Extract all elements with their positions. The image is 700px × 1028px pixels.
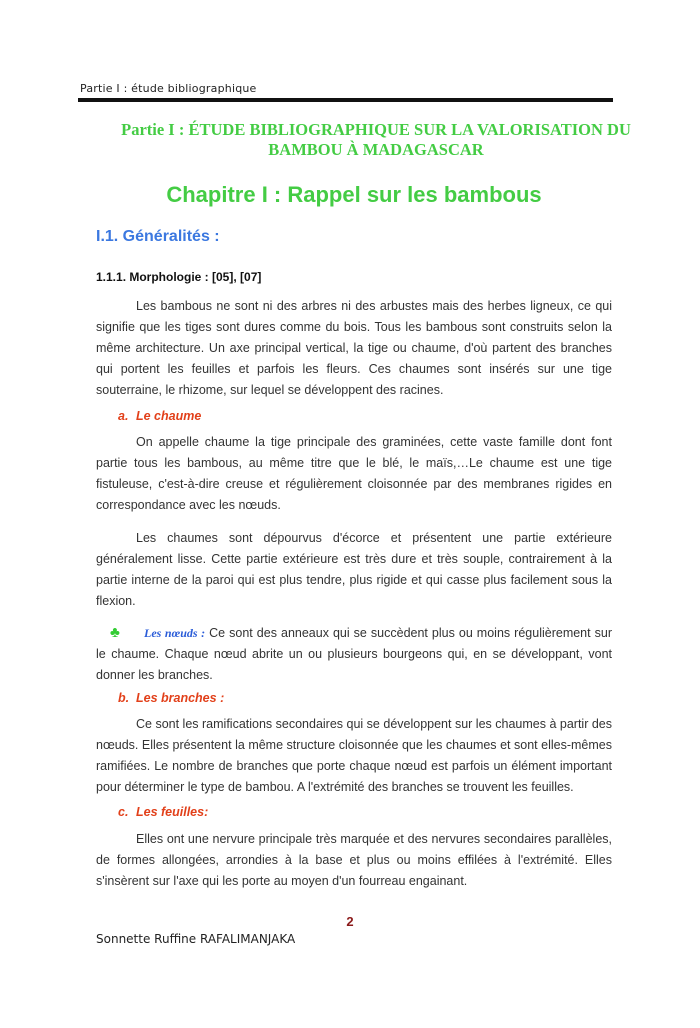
heading-text: Les feuilles: [136,805,209,819]
heading-letter: a. [118,409,129,423]
heading-letter: b. [118,691,130,705]
paragraph-text: On appelle chaume la tige principale des graminées, cette vaste famille dont font partie tous les bambous, au même titre que le blé, le maïs,…Le chaume est une tige fistuleuse, c'est-à-dire creuse et régulièrement cloisonnée par des membranes rigides en correspondance avec les nœuds. [96,435,612,512]
paragraph-feuilles [96,829,612,892]
heading-text: Les branches : [136,691,225,705]
page-number: 2 [346,914,354,929]
running-header: Partie I : étude bibliographique [80,82,257,95]
paragraph-text: Ce sont les ramifications secondaires qui se développent sur les chaumes à partir des nœuds. Elles présentent la même structure cloisonnée que les chaumes et sont elles-mêmes ramifiées. Le nombre de branches que porte chaque nœud est parfois un élément important pour déterminer le type de bambou. A l'extrémité des branches se trouvent les feuilles. [96,717,612,794]
heading-a [118,409,201,423]
part-title: Partie I : ÉTUDE BIBLIOGRAPHIQUE SUR LA VALORISATION DU BAMBOU À MADAGASCAR [121,120,631,159]
heading-c [118,805,208,819]
paragraph-branches [96,714,612,798]
header-rule [78,98,613,102]
club-bullet-icon: ♣ [110,624,120,641]
paragraph-intro [96,296,612,401]
paragraph-chaume-2 [96,528,612,612]
bullet-label: Les nœuds : [144,626,206,640]
bullet-text: Ce sont des anneaux qui se succèdent plus ou moins régulièrement sur le chaume. Chaque nœud abrite un ou plusieurs bourgeons qui, en se développant, vont donner les branches. [96,626,612,682]
heading-text: Le chaume [136,409,202,423]
heading-letter: c. [118,805,129,819]
footer-author: Sonnette Ruffine RAFALIMANJAKA [96,932,296,946]
paragraph-text: Les bambous ne sont ni des arbres ni des arbustes mais des herbes ligneux, ce qui signifie que les tiges sont dures comme du bois. Tous les bambous sont construits selon la même architecture. Un axe principal vertical, la tige ou chaume, d'où partent des branches qui portent les feuilles et parfois les fleurs. Ces chaumes sont insérés sur une tige souterraine, le rhizome, sur lequel se développent des racines. [96,299,612,397]
subsection-title: 1.1.1. Morphologie : [05], [07] [96,270,262,284]
paragraph-chaume-1 [96,432,612,516]
paragraph-text: Elles ont une nervure principale très marquée et des nervures secondaires parallèles, de formes allongées, arrondies à la base et plus ou moins effilées à l'extrémité. Elles s'insèrent sur l'axe qui les porte au moyen d'un fourreau engainant. [96,832,612,888]
section-title: I.1. Généralités : [96,228,220,245]
chapter-title: Chapitre I : Rappel sur les bambous [166,182,542,207]
heading-b [118,691,224,705]
bullet-noeuds [96,622,612,686]
paragraph-text: Les chaumes sont dépourvus d'écorce et présentent une partie extérieure généralement lisse. Cette partie extérieure est très dure et très souple, contrairement à la partie interne de la paroi qui est plus tendre, plus rigide et qui casse plus facilement sous la flexion. [96,531,612,608]
